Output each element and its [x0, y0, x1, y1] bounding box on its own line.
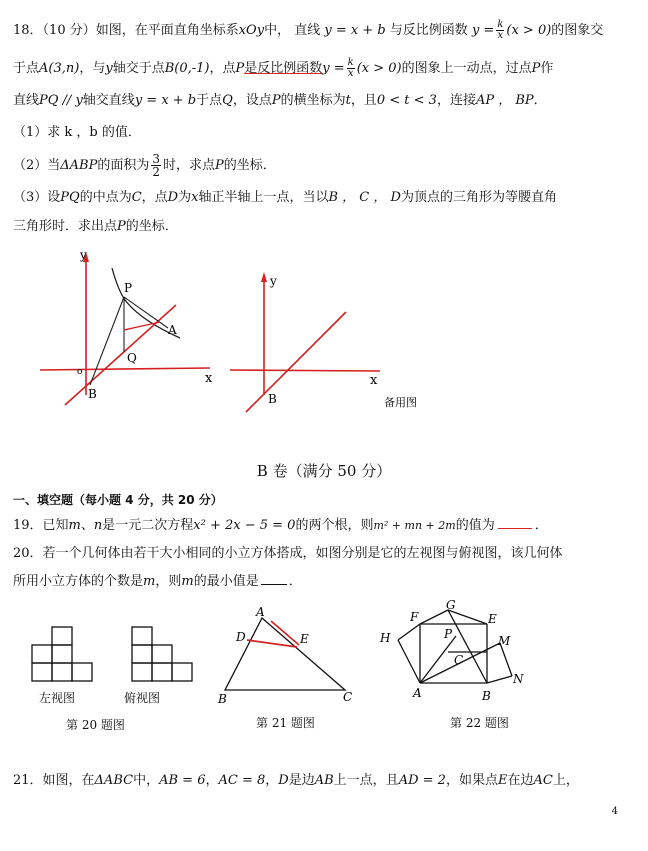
text: 在边 — [507, 773, 534, 788]
denominator: x — [497, 30, 504, 41]
fig20-caption — [66, 716, 125, 733]
fig22-label-e: E — [488, 612, 497, 626]
fig18-label-a: A — [168, 323, 177, 337]
math: D — [278, 773, 289, 788]
text: 为顶点的三角形为等腰直角 — [400, 190, 557, 205]
text: ． — [288, 574, 302, 589]
text: ，与 — [79, 61, 106, 76]
fig22-label-p: P — [444, 627, 453, 641]
math: Q — [222, 93, 233, 108]
text: 的两个根，则 — [295, 518, 374, 533]
fig18-label-o: o — [77, 367, 83, 377]
text: 时，求点 — [163, 158, 216, 173]
fig22-label-a: A — [413, 686, 422, 700]
q21-line — [13, 772, 579, 790]
math: y = x + b — [324, 23, 386, 38]
numerator: 3 — [152, 152, 161, 166]
text: 的值为 — [455, 518, 495, 533]
page-number — [612, 806, 618, 817]
math: P — [235, 61, 245, 76]
math: (x > 0) — [506, 23, 552, 38]
fig18-label-q: Q — [127, 351, 137, 365]
numerator: k — [347, 57, 354, 68]
text: 轴交于点 — [112, 61, 165, 76]
text: ，连接 — [436, 93, 476, 108]
math: AC — [533, 773, 553, 788]
fig22-label-n: N — [513, 672, 524, 686]
text: 一、填空题（每小题 4 分，共 20 分） — [13, 493, 223, 507]
text: 左视图 — [39, 691, 76, 705]
fig21-label-e: E — [300, 632, 309, 646]
fig18-label-b: B — [88, 387, 97, 401]
text: 的最小值是 — [193, 574, 259, 589]
text: 4 — [611, 806, 618, 817]
text: 是反比例函数 — [244, 61, 323, 76]
text: 中， — [133, 773, 160, 788]
math: t — [345, 93, 351, 108]
text: （3）设 — [13, 190, 61, 205]
fig22-caption — [450, 714, 509, 731]
math: P — [531, 61, 541, 76]
text: ． — [533, 93, 547, 108]
math: D — [167, 190, 179, 205]
text: 俯视图 — [124, 691, 161, 705]
text: ，如果点 — [445, 773, 498, 788]
text: 所用小立方体的个数是 — [13, 574, 144, 589]
math: (x > 0) — [356, 61, 402, 76]
fig22-label-b: B — [482, 689, 491, 703]
math: ΔABP — [60, 158, 98, 173]
text: 18．（10 分）如图，在平面直角坐标系 — [13, 23, 239, 38]
math: PQ — [60, 190, 80, 205]
text: 的坐标． — [223, 158, 276, 173]
math: AC = 8 — [218, 773, 266, 788]
text: 是边 — [288, 773, 315, 788]
text: 上一点，且 — [333, 773, 399, 788]
text: ，点 — [141, 190, 168, 205]
fig20-top-view — [132, 627, 192, 681]
math: B(0,-1) — [164, 61, 210, 76]
text: 的面积为 — [97, 158, 150, 173]
text: 的图象上一动点，过点 — [401, 61, 532, 76]
fig22-label-f: F — [410, 610, 419, 624]
text: 的坐标． — [125, 219, 178, 234]
math: n — [93, 518, 103, 533]
text: （1）求 k ，b 的值． — [13, 125, 141, 140]
fig18-spare-label-y: y — [270, 274, 277, 288]
math: m² + mn + 2m — [373, 519, 456, 532]
text: 第 22 题图 — [450, 716, 509, 730]
fig18-spare-label-b: B — [268, 392, 277, 406]
text: 于点 — [13, 61, 40, 76]
math: AP ， BP — [475, 93, 534, 108]
fig18-label-x: x — [205, 371, 213, 386]
math: P — [271, 93, 281, 108]
text: ， — [205, 773, 219, 788]
text: 三角形时．求出点 — [13, 219, 118, 234]
text: 、 — [80, 518, 94, 533]
text: ，且 — [350, 93, 377, 108]
text: 轴交直线 — [82, 93, 135, 108]
text: 轴正半轴上一点，当以 — [198, 190, 329, 205]
fig22-label-h: H — [380, 631, 391, 645]
text: 于点 — [196, 93, 223, 108]
text: 的图象交 — [551, 23, 604, 38]
math: AB — [314, 773, 334, 788]
text: 直线 — [13, 93, 40, 108]
math: y = — [322, 61, 345, 76]
fig22-label-c: C — [454, 653, 464, 667]
fig20-top-caption — [124, 689, 160, 706]
math: x² + 2x − 5 = 0 — [193, 518, 296, 533]
math: y — [105, 61, 113, 76]
text: ，设点 — [232, 93, 272, 108]
math: AB = 6 — [159, 773, 206, 788]
fig18-spare-label-x: x — [370, 373, 378, 388]
math: AD = 2 — [398, 773, 446, 788]
fig18-spare-caption: 备用图 — [384, 396, 417, 409]
math: xOy — [238, 23, 265, 38]
fig20-left-caption — [39, 689, 75, 706]
text: 是一元二次方程 — [102, 518, 194, 533]
fig21-caption — [256, 714, 315, 731]
text: 与反比例函数 — [389, 23, 468, 38]
text: 作 — [540, 61, 554, 76]
fig21-label-c: C — [343, 690, 353, 704]
math: C — [131, 190, 142, 205]
text: ，点 — [209, 61, 236, 76]
math: 0 < t < 3 — [376, 93, 437, 108]
math: x — [191, 190, 199, 205]
fig21-triangle — [225, 618, 345, 690]
text: 第 21 题图 — [256, 716, 315, 730]
text: 的中点为 — [79, 190, 132, 205]
text: 上， — [552, 773, 579, 788]
fig18-label-p: P — [124, 281, 133, 295]
math: m — [68, 518, 81, 533]
text: 19．已知 — [13, 518, 69, 533]
math: PQ // y — [39, 93, 83, 108]
text: B 卷（满分 50 分） — [256, 462, 392, 480]
math: m — [143, 574, 156, 589]
text: 第 20 题图 — [66, 718, 125, 732]
math: P — [117, 219, 126, 234]
text: 为 — [178, 190, 192, 205]
fig18-label-y: y — [80, 248, 87, 262]
fig21-label-d: D — [236, 630, 246, 644]
text: ， — [265, 773, 279, 788]
math: E — [497, 773, 508, 788]
fig21-label-b: B — [218, 692, 227, 706]
fig22-label-g: G — [446, 598, 456, 612]
text: 中， 直线 — [264, 23, 321, 38]
text: 20．若一个几何体由若干大小相同的小立方体搭成，如图分别是它的左视图与俯视图，该几何体 — [13, 546, 563, 561]
math: y = x + b — [134, 93, 197, 108]
math: y = — [471, 23, 495, 38]
math: B ， C ， D — [328, 190, 401, 205]
math: P — [215, 158, 224, 173]
fig20-left-view — [32, 627, 92, 681]
text: ，则 — [155, 574, 182, 589]
numerator: k — [497, 19, 504, 30]
math: ΔABC — [94, 773, 134, 788]
denominator: x — [347, 68, 354, 79]
text: 的横坐标为 — [280, 93, 346, 108]
text: ． — [534, 518, 548, 533]
math: A(3,n) — [39, 61, 80, 76]
fig22-label-m: M — [498, 634, 511, 648]
denominator: 2 — [152, 165, 161, 179]
fig21-label-a: A — [256, 605, 265, 619]
text: （2）当 — [13, 158, 61, 173]
text: 21．如图，在 — [13, 773, 95, 788]
fig21-red-mark — [271, 621, 299, 645]
math: m — [181, 574, 194, 589]
